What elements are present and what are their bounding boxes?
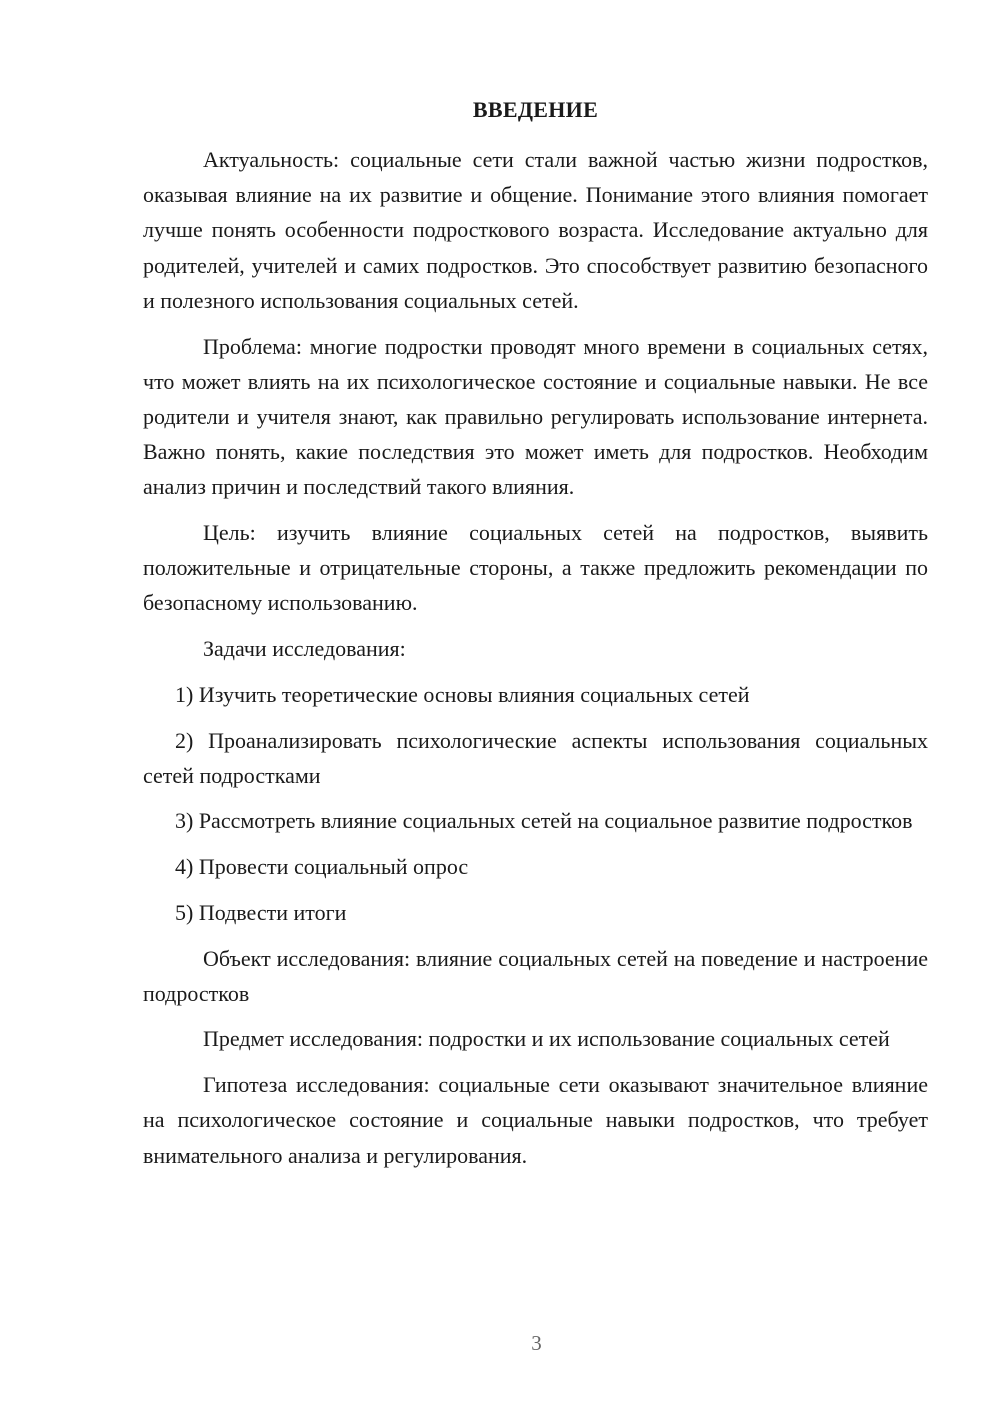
section-title: ВВЕДЕНИЕ — [472, 97, 599, 122]
task-item-2: 2) Проанализировать психологические аспекты использования социальных сетей подростками — [143, 727, 928, 788]
task-item-5: 5) Подвести итоги — [175, 899, 347, 925]
paragraph-problem: Проблема: многие подростки проводят много времени в социальных сетях, что может влиять на их психологическое состояние и социальные навыки. Не все родители и учителя знают, как правильно регулировать использование интернета. Важно понять, какие последствия это может иметь для подростков. Необходим анализ причин и последствий такого влияния. — [143, 333, 928, 500]
paragraph-subject: Предмет исследования: подростки и их использование социальных сетей — [203, 1026, 890, 1052]
paragraph-relevance: Актуальность: социальные сети стали важной частью жизни подростков, оказывая влияние на их развитие и общение. Понимание этого влияния помогает лучше понять особенности подросткового возраста. Исследование актуально для родителей, учителей и самих подростков. Это способствует развитию безопасного и полезного использования социальных сетей. — [143, 147, 928, 313]
paragraph-goal: Цель: изучить влияние социальных сетей на подростков, выявить положительные и отрицательные стороны, а также предложить рекомендации по безопасному использованию. — [143, 520, 928, 616]
task-item-3: 3) Рассмотреть влияние социальных сетей на социальное развитие подростков — [175, 808, 913, 834]
paragraph-hypothesis: Гипотеза исследования: социальные сети оказывают значительное влияние на психологическое состояние и социальные навыки подростков, что требует внимательного анализа и регулирования. — [143, 1072, 928, 1168]
paragraph-object: Объект исследования: влияние социальных сетей на поведение и настроение подростков — [143, 945, 928, 1006]
page-number: 3 — [531, 1331, 542, 1355]
task-item-4: 4) Провести социальный опрос — [175, 854, 469, 880]
paragraph-tasks-heading: Задачи исследования: — [203, 636, 406, 662]
task-item-1: 1) Изучить теоретические основы влияния социальных сетей — [175, 681, 750, 707]
document-page — [143, 92, 928, 1173]
